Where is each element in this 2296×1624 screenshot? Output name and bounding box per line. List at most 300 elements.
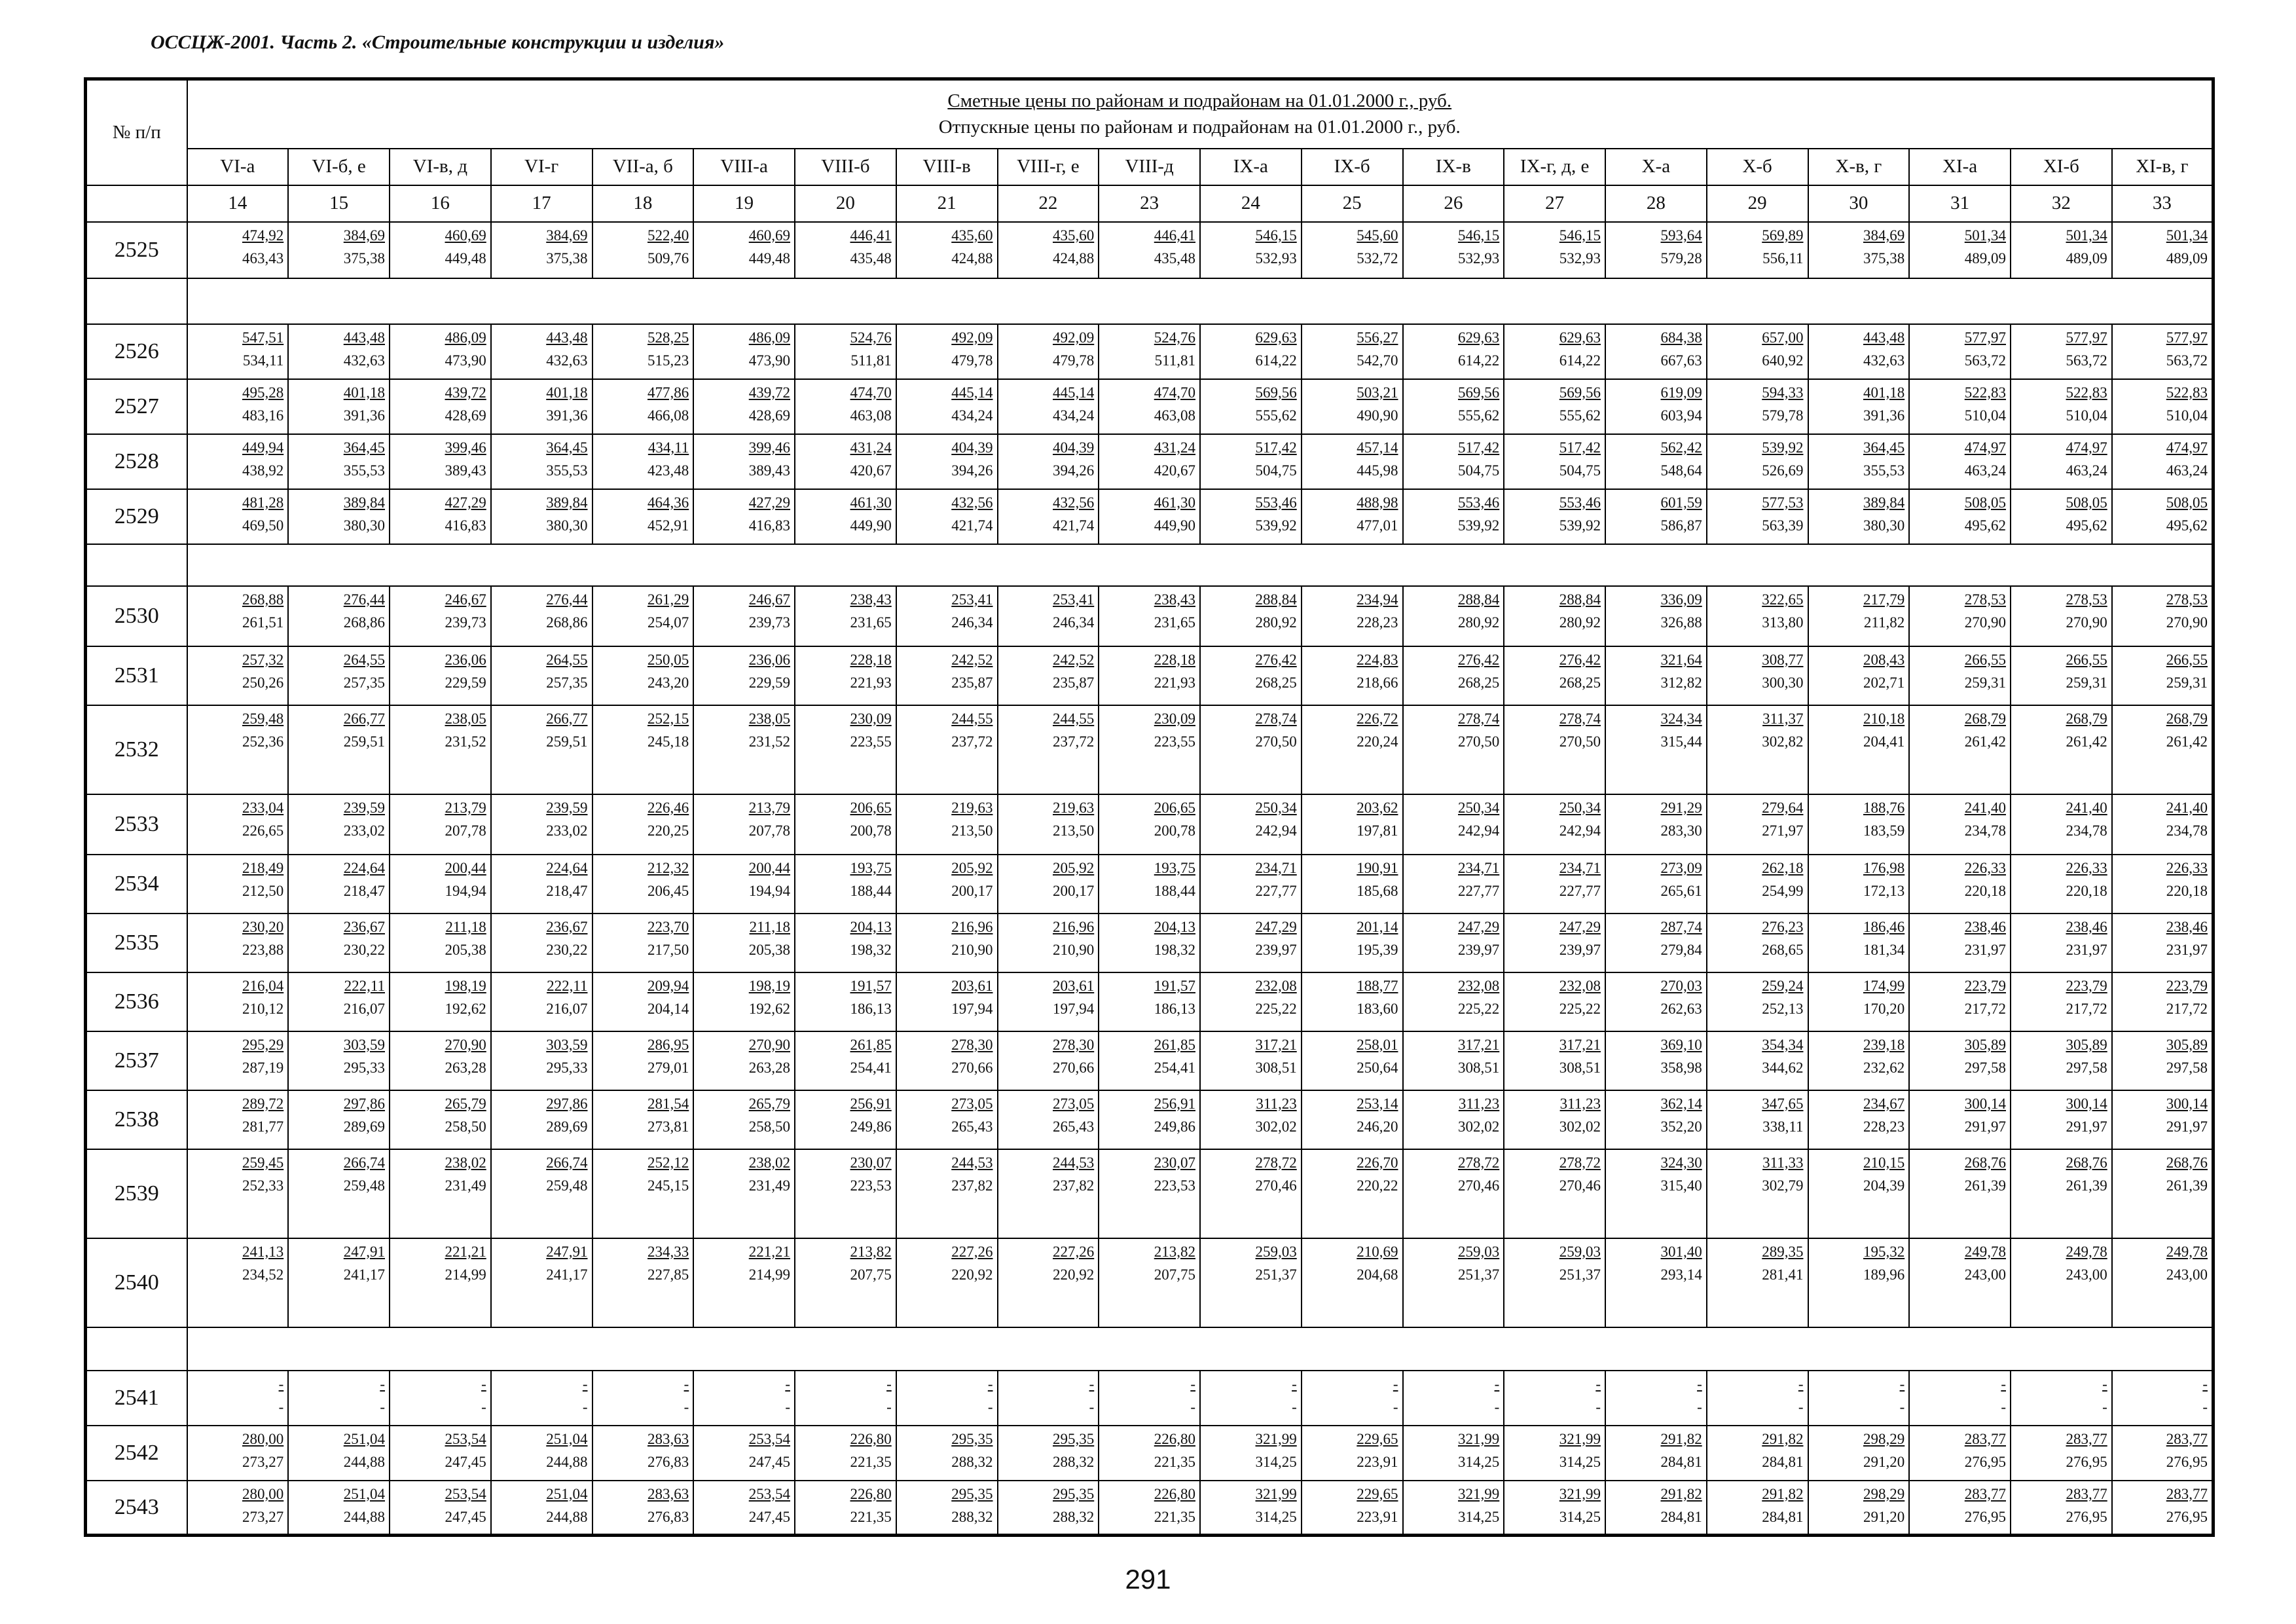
release-price: 189,96 xyxy=(1863,1266,1905,1283)
price-cell xyxy=(491,434,592,489)
estimate-price: - xyxy=(1697,1375,1702,1392)
price-cell xyxy=(896,1371,998,1426)
estimate-price: 203,62 xyxy=(1357,799,1398,816)
estimate-price: 204,13 xyxy=(850,918,892,935)
release-price: 291,97 xyxy=(2166,1118,2208,1135)
price-cell xyxy=(592,1371,694,1426)
estimate-price: 492,09 xyxy=(951,329,993,346)
release-price: 352,20 xyxy=(1660,1118,1702,1135)
release-price: 284,81 xyxy=(1660,1453,1702,1470)
price-cell xyxy=(390,1031,491,1090)
price-cell xyxy=(1808,1238,1910,1327)
estimate-price: 200,44 xyxy=(748,859,790,876)
price-cell xyxy=(2112,794,2214,855)
price-cell xyxy=(2112,705,2214,794)
price-cell xyxy=(1605,1371,1707,1426)
price-cell xyxy=(2112,489,2214,544)
release-price: 188,44 xyxy=(850,882,892,899)
estimate-price: 305,89 xyxy=(2066,1036,2107,1053)
estimate-price: 174,99 xyxy=(1863,977,1905,994)
release-price: 288,32 xyxy=(1053,1453,1095,1470)
estimate-price: 226,80 xyxy=(850,1485,892,1502)
price-cell xyxy=(1909,1238,2011,1327)
price-cell xyxy=(1302,972,1403,1031)
estimate-price: 251,04 xyxy=(343,1430,385,1447)
price-cell xyxy=(1403,913,1504,972)
release-price: 288,32 xyxy=(951,1453,993,1470)
estimate-price: 205,92 xyxy=(951,859,993,876)
price-cell xyxy=(795,646,896,705)
release-price: 254,99 xyxy=(1762,882,1804,899)
release-price: 212,50 xyxy=(242,882,284,899)
table-row xyxy=(86,855,2214,913)
release-price: 237,82 xyxy=(1053,1177,1095,1194)
release-price: 428,69 xyxy=(748,407,790,424)
price-cell xyxy=(795,379,896,434)
estimate-price: 258,01 xyxy=(1357,1036,1398,1053)
price-cell xyxy=(1302,1090,1403,1149)
price-cell xyxy=(187,1031,289,1090)
release-price: 511,81 xyxy=(850,352,892,369)
release-price: 220,25 xyxy=(647,822,689,839)
release-price: 432,63 xyxy=(1863,352,1905,369)
price-cell xyxy=(2112,222,2214,278)
price-cell xyxy=(693,1090,795,1149)
release-price: 261,42 xyxy=(1964,733,2006,750)
price-cell xyxy=(2011,646,2112,705)
estimate-price: 201,14 xyxy=(1357,918,1398,935)
release-price: 276,95 xyxy=(2166,1453,2208,1470)
price-cell xyxy=(2011,379,2112,434)
price-cell xyxy=(693,1371,795,1426)
estimate-price: 288,84 xyxy=(1255,591,1297,608)
estimate-price: 253,54 xyxy=(445,1485,486,1502)
release-price: 434,24 xyxy=(951,407,993,424)
price-cell xyxy=(1707,586,1808,646)
release-price: 237,72 xyxy=(1053,733,1095,750)
price-cell xyxy=(592,1090,694,1149)
release-price: 186,13 xyxy=(1154,1000,1195,1017)
release-price: 213,50 xyxy=(951,822,993,839)
estimate-price: 246,67 xyxy=(748,591,790,608)
release-price: 416,83 xyxy=(445,517,486,534)
release-price: 273,81 xyxy=(647,1118,689,1135)
release-price: 197,81 xyxy=(1357,822,1398,839)
price-cell xyxy=(693,913,795,972)
price-cell xyxy=(1403,1481,1504,1536)
price-cell xyxy=(1200,1090,1302,1149)
price-cell xyxy=(1504,379,1605,434)
release-price: 211,82 xyxy=(1863,614,1905,631)
release-price: 445,98 xyxy=(1357,462,1398,479)
price-cell xyxy=(1707,646,1808,705)
price-cell xyxy=(1605,1031,1707,1090)
estimate-price: 495,28 xyxy=(242,384,284,401)
price-cell xyxy=(288,1149,390,1238)
estimate-price: 203,61 xyxy=(951,977,993,994)
release-price: 204,68 xyxy=(1357,1266,1398,1283)
price-cell xyxy=(1909,1149,2011,1238)
release-price: 251,37 xyxy=(1255,1266,1297,1283)
release-price: 192,62 xyxy=(445,1000,486,1017)
estimate-price: 486,09 xyxy=(748,329,790,346)
release-price: 276,95 xyxy=(2066,1453,2107,1470)
price-cell xyxy=(1605,705,1707,794)
price-cell xyxy=(592,324,694,379)
estimate-price: 228,18 xyxy=(1154,651,1195,668)
estimate-price: 278,30 xyxy=(951,1036,993,1053)
price-cell xyxy=(693,1031,795,1090)
estimate-price: - xyxy=(2102,1375,2107,1392)
price-cell xyxy=(998,1031,1099,1090)
release-price: 555,62 xyxy=(1458,407,1500,424)
estimate-price: 399,46 xyxy=(445,439,486,456)
estimate-price: 594,33 xyxy=(1762,384,1804,401)
estimate-price: 211,18 xyxy=(749,918,790,935)
price-cell xyxy=(1200,1238,1302,1327)
release-price: 423,48 xyxy=(647,462,689,479)
price-cell xyxy=(288,324,390,379)
estimate-price: 213,79 xyxy=(748,799,790,816)
estimate-price: 230,09 xyxy=(850,710,892,727)
estimate-price: 280,00 xyxy=(242,1430,284,1447)
release-price: 504,75 xyxy=(1559,462,1601,479)
release-price: 534,11 xyxy=(242,352,284,369)
release-price: 463,08 xyxy=(1154,407,1195,424)
price-cell xyxy=(592,705,694,794)
price-cell xyxy=(1302,324,1403,379)
price-cell xyxy=(2112,379,2214,434)
price-cell xyxy=(1707,222,1808,278)
estimate-price: 234,94 xyxy=(1357,591,1398,608)
estimate-price: 211,18 xyxy=(445,918,486,935)
estimate-price: 321,64 xyxy=(1660,651,1702,668)
release-price: 469,50 xyxy=(242,517,284,534)
estimate-price: 404,39 xyxy=(951,439,993,456)
price-cell xyxy=(795,1481,896,1536)
estimate-price: 212,32 xyxy=(647,859,689,876)
estimate-price: 234,33 xyxy=(647,1243,689,1260)
release-price: 258,50 xyxy=(445,1118,486,1135)
release-price: 270,46 xyxy=(1458,1177,1500,1194)
price-cell xyxy=(2011,1090,2112,1149)
release-price: 490,90 xyxy=(1357,407,1398,424)
price-cell xyxy=(998,1238,1099,1327)
price-cell xyxy=(998,1481,1099,1536)
release-price: 259,31 xyxy=(1964,674,2006,691)
estimate-price: 311,23 xyxy=(1559,1095,1601,1112)
release-price: 424,88 xyxy=(1053,249,1095,267)
release-price: 280,92 xyxy=(1559,614,1601,631)
release-price: 435,48 xyxy=(850,249,892,267)
price-cell xyxy=(2011,972,2112,1031)
column-number: 20 xyxy=(795,185,896,222)
estimate-price: 227,26 xyxy=(951,1243,993,1260)
price-cell xyxy=(187,1090,289,1149)
price-cell xyxy=(1808,434,1910,489)
column-number-row xyxy=(86,185,2214,222)
price-cell xyxy=(896,705,998,794)
price-cell xyxy=(1707,1481,1808,1536)
table-row xyxy=(86,324,2214,379)
release-price: 556,11 xyxy=(1762,249,1804,267)
price-cell xyxy=(693,972,795,1031)
price-cell xyxy=(1403,646,1504,705)
release-price: 276,95 xyxy=(1964,1453,2006,1470)
price-cell xyxy=(1605,1238,1707,1327)
price-cell xyxy=(288,972,390,1031)
release-price: 288,32 xyxy=(951,1508,993,1525)
estimate-price: 232,08 xyxy=(1458,977,1500,994)
estimate-price: 279,64 xyxy=(1762,799,1804,816)
price-cell xyxy=(1200,586,1302,646)
estimate-price: 208,43 xyxy=(1863,651,1905,668)
estimate-price: 239,18 xyxy=(1863,1036,1905,1053)
price-cell xyxy=(693,1149,795,1238)
release-price: 312,82 xyxy=(1660,674,1702,691)
release-price: 254,41 xyxy=(1154,1059,1195,1076)
price-cell xyxy=(491,913,592,972)
estimate-price: 226,70 xyxy=(1357,1154,1398,1171)
estimate-price: 222,11 xyxy=(344,977,385,994)
release-price: 239,97 xyxy=(1559,941,1601,958)
release-price: 515,23 xyxy=(647,352,689,369)
price-cell xyxy=(998,434,1099,489)
release-price: 214,99 xyxy=(748,1266,790,1283)
estimate-price: 684,38 xyxy=(1660,329,1702,346)
table-body xyxy=(86,222,2214,1536)
release-price: 532,72 xyxy=(1357,249,1398,267)
row-number: 2541 xyxy=(86,1371,187,1426)
price-cell xyxy=(795,913,896,972)
release-price: 216,07 xyxy=(546,1000,588,1017)
release-price: 227,77 xyxy=(1255,882,1297,899)
price-cell xyxy=(1909,855,2011,913)
estimate-price: - xyxy=(481,1375,486,1392)
estimate-price: 524,76 xyxy=(1154,329,1195,346)
release-price: 227,77 xyxy=(1559,882,1601,899)
release-price: 276,83 xyxy=(647,1453,689,1470)
price-cell xyxy=(1200,1371,1302,1426)
row-number: 2539 xyxy=(86,1149,187,1238)
column-number: 33 xyxy=(2112,185,2214,222)
price-cell xyxy=(896,222,998,278)
estimate-price: 481,28 xyxy=(242,494,284,511)
price-cell xyxy=(2112,586,2214,646)
estimate-price: 486,09 xyxy=(445,329,486,346)
price-cell xyxy=(2112,855,2214,913)
release-price: 252,33 xyxy=(242,1177,284,1194)
release-price: 261,42 xyxy=(2066,733,2107,750)
release-price: 424,88 xyxy=(951,249,993,267)
release-price: 241,17 xyxy=(343,1266,385,1283)
price-cell xyxy=(1504,586,1605,646)
estimate-price: 354,34 xyxy=(1762,1036,1804,1053)
row-number: 2537 xyxy=(86,1031,187,1090)
estimate-price: 265,79 xyxy=(445,1095,486,1112)
price-table xyxy=(84,77,2215,1537)
price-cell xyxy=(592,1481,694,1536)
estimate-price: 268,76 xyxy=(2166,1154,2208,1171)
table-head xyxy=(86,79,2214,222)
estimate-price: - xyxy=(2202,1375,2208,1392)
estimate-price: 562,42 xyxy=(1660,439,1702,456)
estimate-price: 268,76 xyxy=(2066,1154,2107,1171)
release-price: 297,58 xyxy=(1964,1059,2006,1076)
estimate-price: 251,04 xyxy=(546,1485,588,1502)
estimate-price: 321,99 xyxy=(1458,1485,1500,1502)
release-price: 667,63 xyxy=(1660,352,1702,369)
spacer-cell xyxy=(86,544,187,586)
price-cell xyxy=(1605,1149,1707,1238)
price-cell xyxy=(1302,913,1403,972)
estimate-price: 191,57 xyxy=(1154,977,1195,994)
price-cell xyxy=(1200,855,1302,913)
release-price: 225,22 xyxy=(1559,1000,1601,1017)
estimate-price: 193,75 xyxy=(850,859,892,876)
estimate-price: 283,63 xyxy=(647,1430,689,1447)
estimate-prices-caption: Сметные цены по районам и подрайонам на 01.01.2000 г., руб. xyxy=(947,90,1452,112)
release-price: - xyxy=(1595,1398,1601,1415)
price-cell xyxy=(2112,646,2214,705)
release-price: 509,76 xyxy=(647,249,689,267)
release-price: - xyxy=(380,1398,385,1415)
estimate-price: 266,55 xyxy=(2066,651,2107,668)
release-price: 247,45 xyxy=(445,1508,486,1525)
release-price: 313,80 xyxy=(1762,614,1804,631)
estimate-price: - xyxy=(683,1375,689,1392)
estimate-price: 291,82 xyxy=(1660,1485,1702,1502)
release-price: 233,02 xyxy=(546,822,588,839)
estimate-price: 256,91 xyxy=(1154,1095,1195,1112)
price-cell xyxy=(187,705,289,794)
estimate-price: 501,34 xyxy=(2166,227,2208,244)
release-price: 221,35 xyxy=(1154,1508,1195,1525)
release-price: 185,68 xyxy=(1357,882,1398,899)
release-price: 421,74 xyxy=(951,517,993,534)
price-cell xyxy=(693,705,795,794)
estimate-price: 308,77 xyxy=(1762,651,1804,668)
price-cell xyxy=(2011,1426,2112,1481)
price-cell xyxy=(390,1149,491,1238)
price-cell xyxy=(1302,646,1403,705)
release-price: 302,82 xyxy=(1762,733,1804,750)
release-price: - xyxy=(1190,1398,1195,1415)
estimate-price: 226,80 xyxy=(850,1430,892,1447)
estimate-price: 619,09 xyxy=(1660,384,1702,401)
price-cell xyxy=(1909,489,2011,544)
estimate-price: 223,79 xyxy=(1964,977,2006,994)
price-cell xyxy=(2112,972,2214,1031)
table-row xyxy=(86,489,2214,544)
price-cell xyxy=(998,646,1099,705)
release-price: 218,47 xyxy=(343,882,385,899)
estimate-price: 384,69 xyxy=(546,227,588,244)
estimate-price: 364,45 xyxy=(1863,439,1905,456)
estimate-price: 404,39 xyxy=(1053,439,1095,456)
price-cell xyxy=(693,1426,795,1481)
estimate-price: 577,97 xyxy=(2066,329,2107,346)
price-cell xyxy=(390,913,491,972)
price-cell xyxy=(1504,1238,1605,1327)
price-cell xyxy=(1504,1371,1605,1426)
estimate-price: 593,64 xyxy=(1660,227,1702,244)
estimate-price: 488,98 xyxy=(1357,494,1398,511)
estimate-price: 273,05 xyxy=(951,1095,993,1112)
price-cell xyxy=(1504,646,1605,705)
release-price: 254,41 xyxy=(850,1059,892,1076)
release-price: 449,48 xyxy=(748,249,790,267)
estimate-price: 431,24 xyxy=(1154,439,1195,456)
release-price: 270,90 xyxy=(2166,614,2208,631)
estimate-price: 629,63 xyxy=(1559,329,1601,346)
release-price: 261,39 xyxy=(1964,1177,2006,1194)
release-price: 420,67 xyxy=(850,462,892,479)
price-cell xyxy=(998,1371,1099,1426)
release-price: - xyxy=(278,1398,284,1415)
column-number: 19 xyxy=(693,185,795,222)
price-cell xyxy=(2112,1481,2214,1536)
estimate-price: 629,63 xyxy=(1458,329,1500,346)
region-header: VIII-д xyxy=(1099,149,1200,185)
estimate-price: 435,60 xyxy=(1053,227,1095,244)
spacer-cell xyxy=(187,1327,2214,1371)
release-price: 271,97 xyxy=(1762,822,1804,839)
release-price: 308,51 xyxy=(1255,1059,1297,1076)
estimate-price: 439,72 xyxy=(748,384,790,401)
release-price: 231,49 xyxy=(445,1177,486,1194)
release-price: 270,90 xyxy=(2066,614,2107,631)
estimate-price: 311,33 xyxy=(1762,1154,1804,1171)
region-header: VIII-в xyxy=(896,149,998,185)
release-price: 210,90 xyxy=(951,941,993,958)
release-price: 495,62 xyxy=(1964,517,2006,534)
release-price: 207,75 xyxy=(850,1266,892,1283)
release-price: 207,75 xyxy=(1154,1266,1195,1283)
estimate-price: 432,56 xyxy=(951,494,993,511)
estimate-price: 508,05 xyxy=(2066,494,2107,511)
release-price: 542,70 xyxy=(1357,352,1398,369)
release-price: 289,69 xyxy=(343,1118,385,1135)
release-price: 183,59 xyxy=(1863,822,1905,839)
release-price: 231,52 xyxy=(445,733,486,750)
table-row xyxy=(86,379,2214,434)
estimate-price: 246,67 xyxy=(445,591,486,608)
region-header: Х-б xyxy=(1707,149,1808,185)
price-cell xyxy=(592,1149,694,1238)
release-price: 463,43 xyxy=(242,249,284,267)
price-cell xyxy=(1707,1090,1808,1149)
release-price: 640,92 xyxy=(1762,352,1804,369)
price-cell xyxy=(1099,1426,1200,1481)
release-price: 302,02 xyxy=(1255,1118,1297,1135)
estimate-price: 222,11 xyxy=(547,977,588,994)
release-price: - xyxy=(582,1398,588,1415)
estimate-price: 546,15 xyxy=(1559,227,1601,244)
price-cell xyxy=(1302,434,1403,489)
estimate-price: 238,02 xyxy=(445,1154,486,1171)
estimate-price: 524,76 xyxy=(850,329,892,346)
release-price: 198,32 xyxy=(1154,941,1195,958)
price-cell xyxy=(693,794,795,855)
price-cell xyxy=(491,972,592,1031)
price-cell xyxy=(1403,434,1504,489)
estimate-price: - xyxy=(1190,1375,1195,1392)
price-cell xyxy=(1302,586,1403,646)
release-price: - xyxy=(1899,1398,1905,1415)
release-price: 380,30 xyxy=(546,517,588,534)
price-cell xyxy=(1808,586,1910,646)
